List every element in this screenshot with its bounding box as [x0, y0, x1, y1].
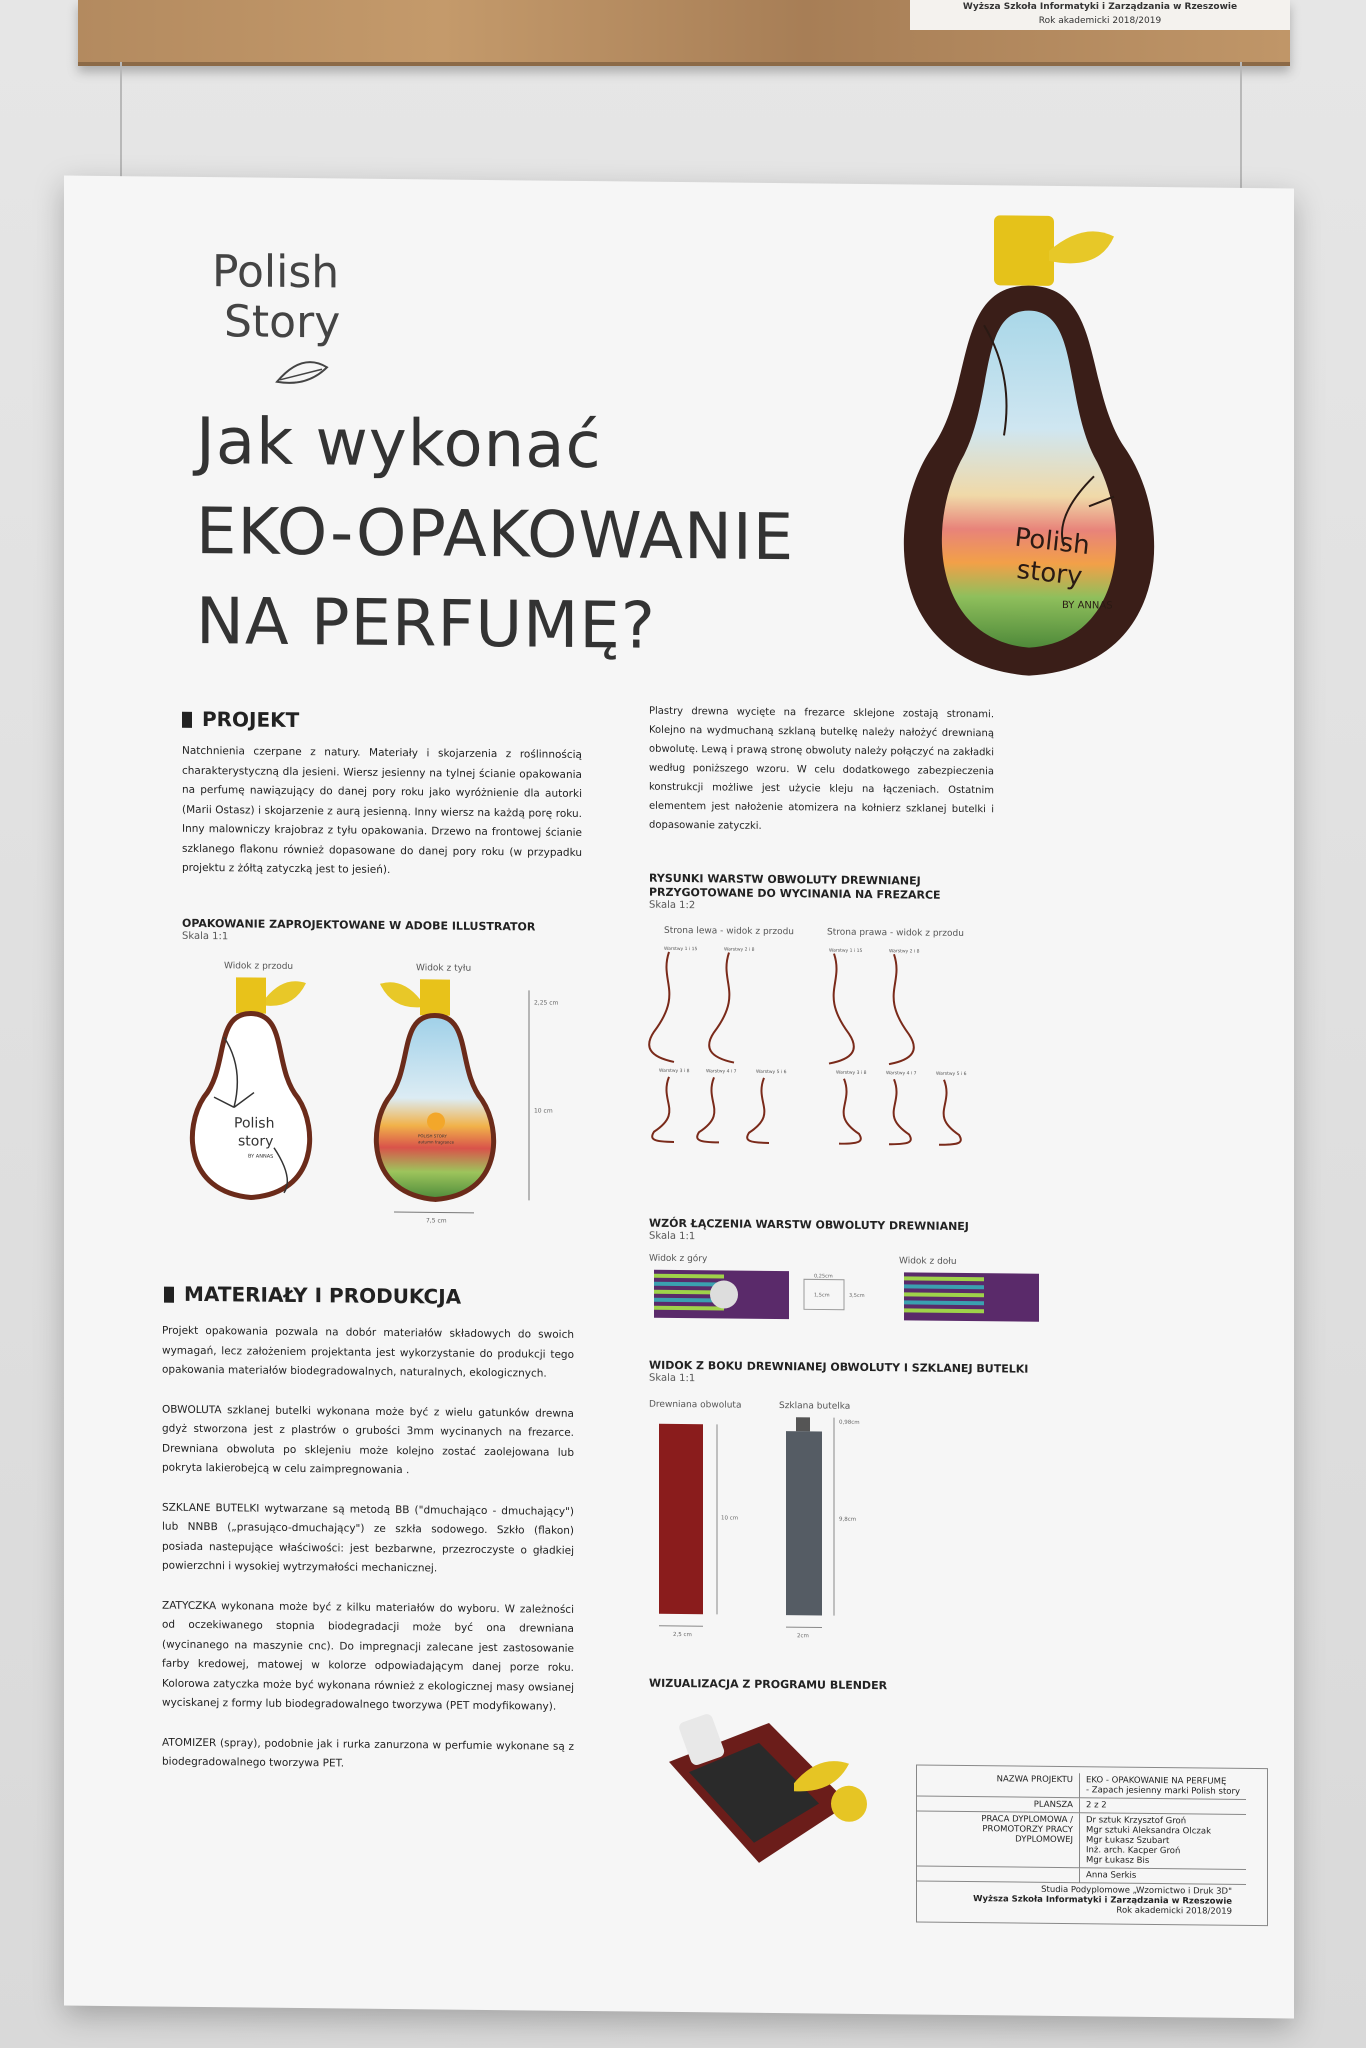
dim-width-label: 7,5 cm: [426, 1217, 447, 1225]
wood-w-label: 2,5 cm: [673, 1631, 692, 1639]
front-logo-line1: Polish: [234, 1115, 275, 1132]
front-cap: [236, 977, 266, 1013]
materialy-p2: OBWOLUTA szklanej butelki wykonana może być z wielu gatunków drewna gdyż stworzona jest z plastrów o grubości 3mm wycinanych na frezarce. Drewniana obwoluta po sklejeniu może kolejno zostać zaolejowana lub pokryta lakierobejcą w celu zaimpregnowania .: [162, 1403, 574, 1477]
glass-bottle-label: Szklana butelka: [779, 1401, 851, 1412]
materialy-p3: SZKLANE BUTELKI wytwarzane są metodą BB ("dmuchająco - dmuchający") lub NNBB („prasująco-dmuchający") ze szkła sodowego. Szkło (flakon) posiada nastepujące właściwości: jest bezbarwne, przezroczyste o gładkiej powierzchni i wysokiej wytrzymałości mechanicznej.: [162, 1501, 574, 1575]
spec-foot2: Wyższa Szkoła Informatyki i Zarządzania w Rzeszowie: [973, 1894, 1233, 1907]
glass-bottle-bar: [786, 1431, 822, 1615]
front-view-label: Widok z przodu: [224, 961, 294, 972]
brand-line2: Story: [224, 296, 341, 349]
back-cap: [420, 979, 450, 1015]
layer-shape-r5: [939, 1080, 961, 1145]
spec-person: Mgr Łukasz Szubart: [1086, 1835, 1170, 1847]
spec-name-v1: EKO - OPAKOWANIE NA PERFUMĘ: [1086, 1775, 1227, 1787]
dim-35-label: 3,5cm: [849, 1292, 865, 1299]
front-bottle-outline: [192, 1013, 309, 1198]
side-view-diagram: [649, 1414, 949, 1647]
width-dimension-line: [394, 1212, 474, 1213]
back-leaf-icon: [380, 982, 420, 1007]
materialy-p1: Projekt opakowania pozwala na dobór materiałów składowych do swoich wymagań, lecz założeniem projektanta jest wykorzystanie do produkcji tego opakowania materiałów biodegradowalnych, naturalnych, ekologicznych.: [162, 1324, 574, 1380]
spec-plansza-key: PLANSZA: [917, 1796, 1080, 1813]
wzor-heading: WZÓR ŁĄCZENIA WARSTW OBWOLUTY DREWNIANEJ: [649, 1216, 969, 1234]
left-side-label: Strona lewa - widok z przodu: [664, 925, 795, 938]
glass-h-label: 9,8cm: [839, 1516, 857, 1523]
layer-shape-l3: [652, 1077, 674, 1142]
main-headline: [196, 397, 794, 673]
layer-label-b1: Warstwy 3 i 8: [659, 1068, 690, 1075]
spec-person: Dr sztuk Krzysztof Groń: [1086, 1815, 1187, 1827]
front-leaf-icon: [266, 981, 306, 1006]
hanging-wire-right: [1240, 62, 1242, 202]
layer-shape-r1: [829, 954, 854, 1064]
materialy-section: [162, 1322, 574, 1777]
illustrator-drawings: [174, 977, 574, 1225]
layer-drawings: [644, 942, 1044, 1146]
brand-line1: Polish: [212, 246, 340, 299]
layer-label-t4: Warstwy 2 i 8: [889, 949, 920, 955]
spec-row-praca: [917, 1811, 1246, 1869]
spec-foot3: Rok akademicki 2018/2019: [1116, 1905, 1233, 1917]
front-logo-line2: story: [238, 1133, 274, 1150]
right-side-label: Strona prawa - widok z przodu: [827, 927, 964, 939]
wzor-scale: Skala 1:1: [649, 1230, 696, 1243]
layer-label-t1: Warstwy 1 i 15: [664, 946, 698, 953]
rysunki-scale: Skala 1:2: [649, 899, 696, 912]
back-text-line2: autumn fragrance: [418, 1139, 455, 1145]
rysunki-heading-line2: PRZYGOTOWANE DO WYCINANIA NA FREZARCE: [649, 885, 941, 902]
spec-author: Anna Serkis: [1080, 1868, 1247, 1885]
top-view-label: Widok z góry: [649, 1253, 708, 1265]
glass-bottle-neck: [796, 1417, 810, 1431]
layer-shape-l2: [709, 952, 734, 1062]
layer-label-b5: Warstwy 4 i 7: [886, 1071, 917, 1077]
dim-cap-label: 2,25 cm: [534, 999, 559, 1007]
blender-render-image: [649, 1702, 889, 1885]
dim-height-label: 10 cm: [534, 1107, 553, 1115]
layer-shape-r3: [839, 1079, 861, 1144]
materialy-heading: MATERIAŁY I PRODUKCJA: [164, 1282, 461, 1309]
dimension-stripes: [804, 1273, 865, 1310]
headline-line3: NA PERFUMĘ?: [196, 584, 656, 664]
specs-table: [917, 1771, 1246, 1918]
layer-label-t2: Warstwy 2 i 8: [724, 947, 755, 953]
spec-people-list: [1080, 1813, 1247, 1870]
back-text-line1: POLISH STORY: [418, 1133, 447, 1139]
blender-heading: WIZUALIZACJA Z PROGRAMU BLENDER: [649, 1676, 888, 1693]
spec-name-value: [1080, 1773, 1247, 1799]
render-cap: [831, 1786, 867, 1822]
layer-shape-r2: [889, 954, 914, 1064]
spec-person: Mgr sztuki Aleksandra Olczak: [1086, 1825, 1211, 1837]
headline-line1: Jak wykonać: [196, 404, 602, 484]
illustrator-scale: Skala 1:1: [182, 930, 229, 943]
spec-footer: [917, 1881, 1246, 1919]
spec-foot1: Studia Podyplomowe „Wzornictwo i Druk 3D": [1041, 1884, 1233, 1897]
brand-logo: [212, 247, 340, 398]
projekt-text: Natchnienia czerpane z natury. Materiały i skojarzenia z roślinnością charakterystyczną dla jesieni. Wiersz jesienny na tylnej ścianie opakowania na perfumę nawiązujący do danej pory roku jako wyróżnienie dla autorki (Marii Ostasz) i skojarzenie z aurą jesienną. Inny wiersz na każdą porę roku. Inny malowniczy krajobraz z tyłu opakowania. Drzewo na frontowej ścianie szklanego flakonu również dopasowane do danej pory roku (w przypadku projektu z żółtą zatyczką jest to jesień).: [182, 744, 582, 876]
widok-heading: WIDOK Z BOKU DREWNIANEJ OBWOLUTY I SZKLANEJ BUTELKI: [649, 1358, 1029, 1376]
dim-15-label: 1,5cm: [814, 1292, 830, 1299]
board-caption-line1: Wyższa Szkoła Informatyki i Zarządzania w Rzeszowie: [962, 2, 1238, 12]
layer-label-b4: Warstwy 3 i 8: [836, 1070, 867, 1076]
layer-label-b2: Warstwy 4 i 7: [706, 1069, 737, 1075]
rysunki-heading-line1: RYSUNKI WARSTW OBWOLUTY DREWNIANEJ: [649, 871, 921, 888]
spec-praca-key: [917, 1811, 1080, 1868]
poster-board: [64, 176, 1294, 2019]
wood-wrap-label: Drewniana obwoluta: [649, 1399, 742, 1411]
spec-name-v2: - Zapach jesienny marki Polish story: [1086, 1785, 1241, 1797]
spec-row-footer: [917, 1881, 1246, 1919]
widok-scale: Skala 1:1: [649, 1372, 696, 1385]
dim-025-label: 0,25cm: [814, 1273, 833, 1280]
rysunki-heading: [649, 872, 941, 903]
bottle-label-line3: BY ANNAS: [1062, 600, 1113, 612]
bottle-label-line1: Polish: [1013, 522, 1092, 562]
layer-label-b3: Warstwy 5 i 6: [756, 1069, 787, 1076]
bottle-cap: [994, 215, 1054, 286]
bottle-label-line2: story: [1015, 554, 1084, 593]
wood-wrap-bar: [659, 1424, 703, 1614]
bottom-view-label: Widok z dołu: [899, 1256, 957, 1267]
layer-shape-l1: [649, 952, 674, 1062]
wood-h-label: 10 cm: [721, 1515, 739, 1522]
spec-praca-k2: PROMOTORZY PRACY DYPLOMOWEJ: [982, 1824, 1073, 1846]
illustrator-heading: OPAKOWANIE ZAPROJEKTOWANE W ADOBE ILLUSTRATOR: [182, 916, 536, 934]
layer-shape-l4: [697, 1077, 719, 1142]
leaf-icon: [272, 357, 332, 388]
spec-row-name: [917, 1771, 1246, 1799]
layer-shape-r4: [889, 1079, 911, 1144]
spec-plansza-value: 2 z 2: [1080, 1798, 1247, 1815]
spec-name-key: NAZWA PROJEKTU: [917, 1771, 1080, 1797]
project-specs-box: [916, 1764, 1268, 1926]
materialy-p5: ATOMIZER (spray), podobnie jak i rurka zanurzona w perfumie wykonane są z biodegradowalnego tworzywa PET.: [162, 1736, 574, 1770]
layer-shape-l5: [747, 1078, 769, 1143]
spec-praca-k1: PRACA DYPLOMOWA /: [981, 1814, 1073, 1826]
top-view-stripes: [654, 1270, 789, 1319]
bottom-view-stripes: [904, 1272, 1039, 1321]
cap-leaf-icon: [1049, 231, 1114, 264]
wooden-board-above: [78, 0, 1290, 66]
back-view-label: Widok z tyłu: [416, 963, 472, 974]
front-logo-line3: BY ANNAS: [248, 1153, 274, 1160]
layer-label-b6: Warstwy 5 i 6: [936, 1071, 967, 1078]
projekt-heading: PROJEKT: [182, 707, 299, 732]
materialy-p4: ZATYCZKA wykonana może być z kilku materiałów do wyboru. W zależności od oczekiwanego stopnia biodegradacji może być ona drewniana (wycinanego na maszynie cnc). Do impregnacji zalecane jest zastosowanie farby kredowej, matowej w kolorze odpowiadającym danej porze roku. Kolorowa zatyczka może być wykonana również z ekologicznej masy owsianej wyciskanej z formy lub biodegradowalnego tworzywa (PET modyfikowany).: [162, 1599, 574, 1713]
joining-pattern-diagram: [649, 1270, 1049, 1334]
board-caption-plate: [910, 0, 1290, 30]
board-caption-line2: Rok akademicki 2018/2019: [1038, 16, 1162, 26]
headline-line2: EKO-OPAKOWANIE: [196, 494, 795, 576]
spec-person: Inż. arch. Kacper Groń: [1086, 1845, 1181, 1857]
right-intro-text: Plastry drewna wycięte na frezarce sklejone zostają stronami. Kolejno na wydmuchaną szklaną butelkę należy nałożyć drewnianą obwolutę. Lewą i prawą stronę obwoluty należy połączyć na zakładki według poniższego wzoru. W celu dodatkowego zabezpieczenia konstrukcji możliwe jest użycie kleju na łączeniach. Ostatnim elementem jest nałożenie atomizera na kołnierz szklanej butelki i dopasowanie zatyczki.: [649, 705, 994, 832]
glass-w-label: 2cm: [797, 1633, 809, 1640]
bottle-render-image: [864, 214, 1194, 697]
back-bottle-outline: [376, 1015, 493, 1200]
glass-top-label: 0,98cm: [839, 1419, 860, 1426]
spec-person: Mgr Łukasz Bis: [1086, 1855, 1150, 1866]
layer-label-t3: Warstwy 1 i 15: [829, 948, 863, 954]
